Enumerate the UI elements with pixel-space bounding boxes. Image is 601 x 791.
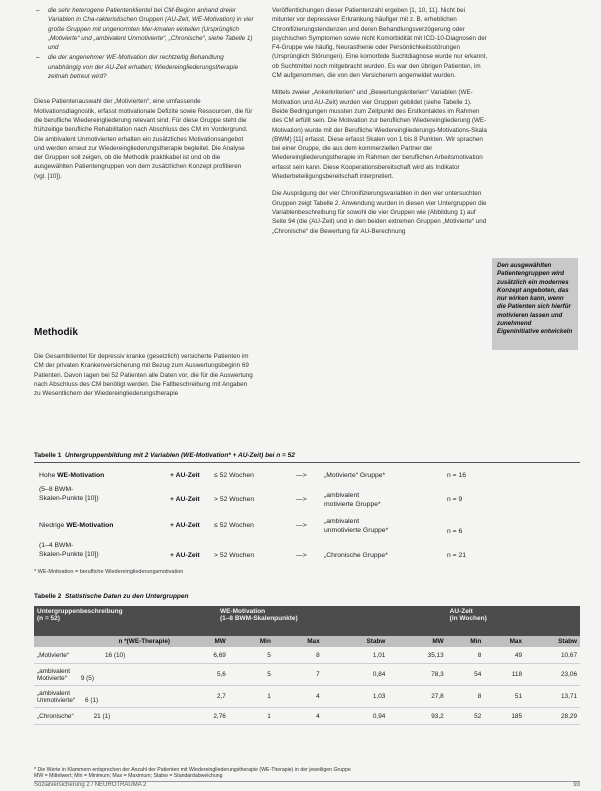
table1-n: n = 16 [447,472,467,479]
table2-cell: 7 [274,664,323,686]
left-column [34,6,254,189]
table2-caption [34,593,189,600]
table2-cell: 51 [484,686,525,708]
table2-cell: 52 [447,708,485,725]
table2-col-mw: MW [214,638,226,645]
table1-arrow: —> [296,472,307,479]
table2-cell: 2,7 [180,686,229,708]
section-heading: Methodik [34,327,78,338]
table1-cond: ≤ 52 Wochen [214,522,254,529]
page-footer [34,781,580,788]
table2-cell: 78,3 [388,664,446,686]
table1-arrow: —> [296,552,307,559]
table2-subheader [34,636,580,647]
table1-arrow: —> [296,522,307,529]
left-column-lower [34,352,254,406]
table1-auzeit: + AU-Zeit [170,552,200,559]
list-item: – die der angenehmer WE-Motivation der rechtzeitig Behandlung unabhängig von der AU-Zeit erhalten; Wiedereingliederungstherapie zeitnah betreut wird? [34,53,254,81]
table2-cell: 49 [484,647,525,664]
body-paragraph: Mittels zweier „Ankerkriterien“ und „Bewertungskriterien“ Variablen (WE-Motivation und AU-Zeit) wurden vier Gruppen gebildet (siehe Tabelle 1). Beide Bedingungen mussten zum Zeitpunkt des Erstkontaktes im Rahmen des CM erfüllt sein. Die Motivation zur beruflichen Wiedereingliederung (WE-Motivation) wurde mit der Berufliche Wiedereingliederungs-Motivations-Skala (BWM) [11] erfasst. Diese erfasst Skalen von 1 bis 8 Punkten. Wir sprachen bei einer Gruppe, die aus dem kommerziellen Partner der Wiedereingliederungstherapie im Rahmen der beruflichen Arbeitsmotivation erfasst sein kann. Diese Kooperationsbereitschaft wird als Indikator Wiederbeteiligungsbereitschaft interpretiert. [272,89,487,181]
table-row [34,708,580,725]
table2-col-mw: MW [432,638,444,645]
table2-cell: 1,01 [323,647,389,664]
divider [34,462,580,463]
table2-cell: 8 [447,686,485,708]
table2-cell: 1,03 [323,686,389,708]
table2-col-max: Max [509,638,523,645]
table2-header-motivation: WE-Motivation (1–8 BWM-Skalenpunkte) [220,608,298,623]
table2-cell: 13,71 [525,686,580,708]
table2-cell: 0,84 [323,664,389,686]
table1-cond: ≤ 52 Wochen [214,472,254,479]
body-paragraph: Diese Patientenauswahl der „Motivierten“, eine umfassende Motivationsdiagnostik, erfasst motivationale Defizite sowie Ressourcen, die für die berufliche Wiedereingliederung relevant sind. Für diese Gruppe steht die frühzeitige berufliche Rehabilitation nach Abschluss des CM im Vordergrund. Die ambivalent Unmotivierten erhalten ein zusätzliches Motivationsangebot und werden erneut zur Wiedereingliederungstherapie begleitet. Die Analyse der Gruppen soll zeigen, ob die Methodik praktikabel ist und ob die ausgewählten Patientengruppen von dem zusätzlichen Konzept profitieren (vgl. [10]). [34,98,253,180]
table-row [34,647,580,664]
table1-cond: > 52 Wochen [214,496,255,503]
table1-motivation-high: Hohe WE-Motivation [39,472,105,479]
table2-cell-group: „Motivierte“ 16 (10) [34,647,180,664]
table2-cell: 93,2 [388,708,446,725]
table2-col-stabw: Stabw [366,638,386,645]
table2-cell: 8 [274,647,323,664]
table1-sub-high: (5–8 BWM- Skalen-Punkte [10]) [39,486,99,502]
table2-cell: 54 [447,664,485,686]
table1-n: n = 21 [447,552,467,559]
table1-auzeit: + AU-Zeit [170,472,200,479]
table2-cell: 8 [447,647,485,664]
list-item: – die sehr heterogene Patientenklientel bei CM-Beginn anhand dreier Variablen in Cha-rakteristischen Gruppen (AU-Zeit, WE-Motivation) in vier große Gruppen mit ungenormten Mer-kmalen einteilen (Ursprünglich „Motivierte“ und „ambivalent Unmotivierte“, „Chronische“, siehe Tabelle 1) und [34,6,254,52]
table1-title: Untergruppenbildung mit 2 Variablen (WE-Motivation* + AU-Zeit) bei n = 52 [64,452,295,459]
table1-group: „ambivalent motivierte Gruppe* [324,492,381,508]
table2-cell: 23,06 [525,664,580,686]
table2-cell: 5 [229,664,274,686]
table2-cell: 2,76 [180,708,229,725]
table2-cell: 1 [229,686,274,708]
table1-group: „ambivalent unmotivierte Gruppe* [324,518,389,534]
table2 [34,606,580,725]
table1-caption [34,452,295,459]
table2-label: Tabelle 2 [34,593,62,600]
table1-sub-low: (1–4 BWM- Skalen-Punkte [10]) [39,542,99,558]
table2-cell: 5 [229,647,274,664]
table2-cell: 185 [484,708,525,725]
table1-motivation-low: Niedrige WE-Motivation [39,522,114,529]
pull-quote: Den ausgewählten Patientengruppen wird zusätzlich ein modernes Konzept angeboten, das nur wirken kann, wenn die Patienten sich hierfür motivieren lassen und zunehmend Eigeninitiative entwickeln [492,258,578,350]
table-row [34,686,580,708]
table1-auzeit: + AU-Zeit [170,522,200,529]
table2-cell: 1 [229,708,274,725]
table2-header [34,606,580,636]
table1 [34,466,580,568]
table1-n: n = 6 [447,528,463,535]
table2-cell: 5,6 [180,664,229,686]
table2-header-group: Untergruppenbeschreibung (n = 52) [37,608,123,623]
table2-col-min: Min [470,638,482,645]
table2-title: Statistische Daten zu den Untergruppen [64,593,189,600]
table2-cell-group: „ambivalent Motivierte“ 9 (5) [34,664,180,686]
table2-cell: 4 [274,708,323,725]
table2-cell: 0,94 [323,708,389,725]
table2-header-auzeit: AU-Zeit (in Wochen) [449,608,487,623]
body-paragraph: Die Gesamtklientel für depressiv kranke (gesetzlich) versicherte Patienten im CM der privaten Krankenversicherung mit Bezug zum Auswertungsbeginn 69 Patienten. Davon lagen bei 52 Patienten alle Daten vor, die für die Auswertung nach Abschluss des CM benötigt werden. Die Fallbeschreibung mit Angaben zu Wesentlichem der Wiedereingliederungstherapie [34,353,253,398]
table2-cell-group: „Chronische“ 21 (1) [34,708,180,725]
table2-footnote: * Die Werte in Klammern entsprechen der Anzahl der Patienten mit Wiedereingliederungstherapie (WE-Therapie) in der jeweiligen Gruppe MW = Mittelwert; Min = Minimum; Max = Maximum; Stabw = Standardabweichung [34,767,351,780]
table1-group: „Motivierte“ Gruppe* [324,472,386,479]
table1-group: „Chronische Gruppe* [324,552,388,559]
table2-cell: 28,29 [525,708,580,725]
body-paragraph: Die Ausprägung der vier Chronifizierungsvariablen in den vier untersuchten Gruppen zeigt Tabelle 2. Anwendung wurden in diesen vier Untergruppen die Variablenbeschreibung für sowohl die vier Gruppen wie (Abbildung 1) auf Seite 94 (die (AU-Zeit) und in den beiden extremen Gruppen „Motivierte“ und „Chronische“ die Bewertung für AU-Berechnung [272,190,487,235]
table2-col-min: Min [259,638,271,645]
table1-n: n = 9 [447,496,463,503]
table1-cond: > 52 Wochen [214,552,255,559]
table2-cell: 10,67 [525,647,580,664]
table2-col-n: n *(WE-Therapie) [118,638,170,645]
table2-cell: 27,8 [388,686,446,708]
table1-auzeit: + AU-Zeit [170,496,200,503]
right-column [272,6,488,244]
table2-cell: 6,69 [180,647,229,664]
page-number: 93 [573,782,580,788]
table1-arrow: —> [296,496,307,503]
table2-col-max: Max [307,638,320,645]
question-list [34,6,254,81]
table2-cell-group: „ambivalent Unmotivierte“ 6 (1) [34,686,180,708]
table2-cell: 35,13 [388,647,446,664]
table1-footnote: * WE-Motivation = berufliche Wiedereingliederungsmotivation [34,569,184,575]
table-row [34,664,580,686]
footer-journal: Sozialversicherung 2 / NEUROTRAUMA 2 [34,782,147,788]
table2-col-stabw: Stabw [558,638,577,645]
body-paragraph: Veröffentlichungen dieser Patientenzahl ergeben [1, 10, 11]. Nicht bei mitunter vor depressiver Erkrankung häufiger mit z. B. erheblichen Chronifizierungstendenzen und deren Behandlungsverzögerung oder psychischen Symptomen sowie nicht Komorbidität mit ICD-10-Diagnosen der F4-Gruppe wie häufig, Neurasthenie oder Persönlichkeitsstörungen (Ursprünglich Störungen). Eine komorbide Suchtdiagnose wurde nur erkannt, ob Suchtmittel noch mitgebracht wurden. Es war den übrigen Patienten, im CM aufgenommen, die von den Versicherern angemeldet wurden. [272,7,488,80]
table2-cell: 118 [484,664,525,686]
table1-label: Tabelle 1 [34,452,62,459]
table2-cell: 4 [274,686,323,708]
